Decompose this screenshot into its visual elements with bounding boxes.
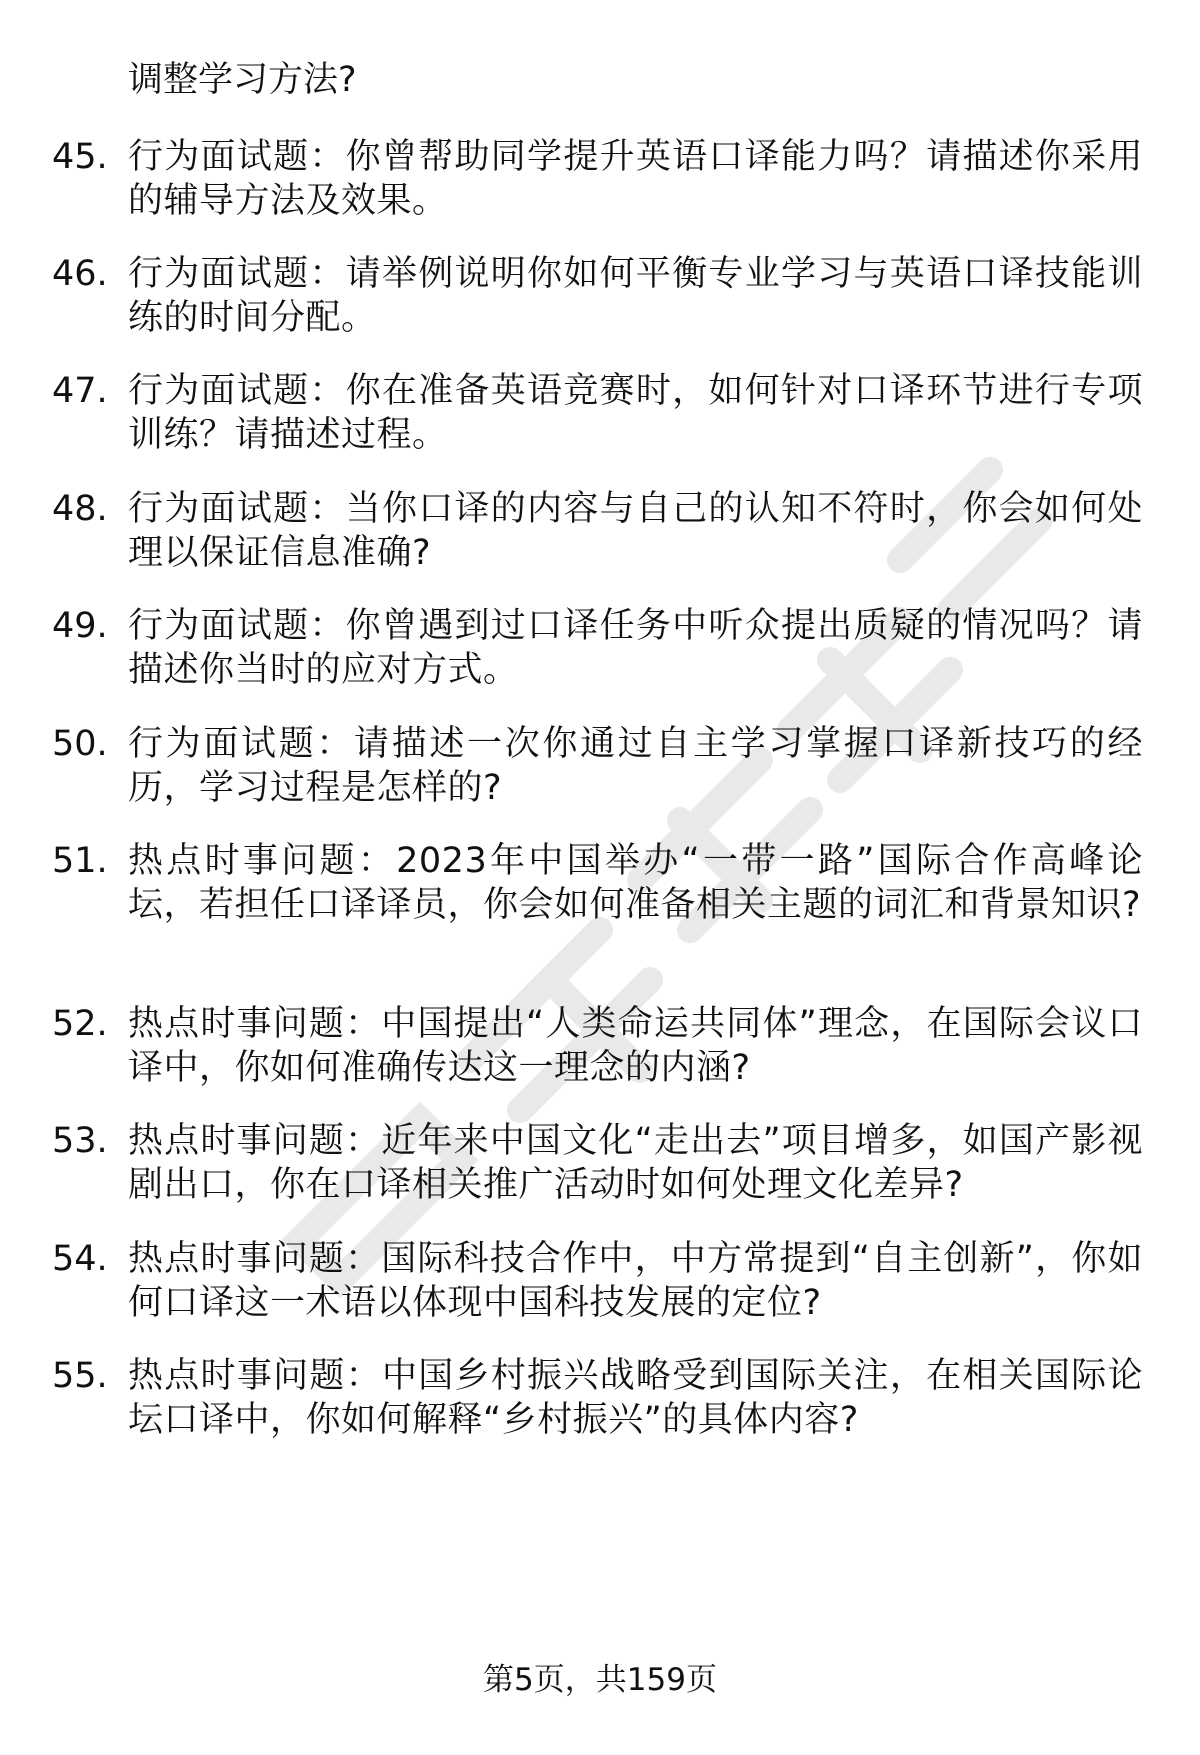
item-number: 45. <box>52 137 108 177</box>
item-text: 行为面试题：当你口译的内容与自己的认知不符时，你会如何处理以保证信息准确? <box>128 489 1143 573</box>
item-number: 49. <box>52 606 108 646</box>
item-text: 行为面试题：你曾遇到过口译任务中听众提出质疑的情况吗？请描述你当时的应对方式。 <box>128 606 1143 690</box>
page-footer: 第5页，共159页 <box>483 1662 717 1698</box>
item-number: 51. <box>52 841 108 881</box>
item-number: 50. <box>52 724 108 764</box>
item-number: 53. <box>52 1121 108 1161</box>
item-text: 行为面试题：你在准备英语竞赛时，如何针对口译环节进行专项训练？请描述过程。 <box>128 371 1143 455</box>
item-number: 47. <box>52 371 108 411</box>
item-text: 行为面试题：请描述一次你通过自主学习掌握口译新技巧的经历，学习过程是怎样的? <box>128 724 1143 808</box>
item-number: 55. <box>52 1356 108 1396</box>
item-text: 热点时事问题：国际科技合作中，中方常提到“自主创新”，你如何口译这一术语以体现中国科技发展的定位? <box>128 1239 1143 1323</box>
item-text: 热点时事问题：近年来中国文化“走出去”项目增多，如国产影视剧出口，你在口译相关推广活动时如何处理文化差异? <box>128 1121 1143 1205</box>
item-text: 热点时事问题：2023年中国举办“一带一路”国际合作高峰论坛，若担任口译译员，你会如何准备相关主题的词汇和背景知识? <box>128 841 1143 925</box>
item-number: 54. <box>52 1239 108 1279</box>
continuation-text: 调整学习方法? <box>128 60 357 100</box>
item-text: 行为面试题：你曾帮助同学提升英语口译能力吗？请描述你采用的辅导方法及效果。 <box>128 137 1143 221</box>
item-text: 热点时事问题：中国提出“人类命运共同体”理念，在国际会议口译中，你如何准确传达这一理念的内涵? <box>128 1004 1143 1088</box>
item-text: 热点时事问题：中国乡村振兴战略受到国际关注，在相关国际论坛口译中，你如何解释“乡村振兴”的具体内容? <box>128 1356 1143 1440</box>
item-number: 52. <box>52 1004 108 1044</box>
item-text: 行为面试题：请举例说明你如何平衡专业学习与英语口译技能训练的时间分配。 <box>128 254 1143 338</box>
item-number: 48. <box>52 489 108 529</box>
item-number: 46. <box>52 254 108 294</box>
